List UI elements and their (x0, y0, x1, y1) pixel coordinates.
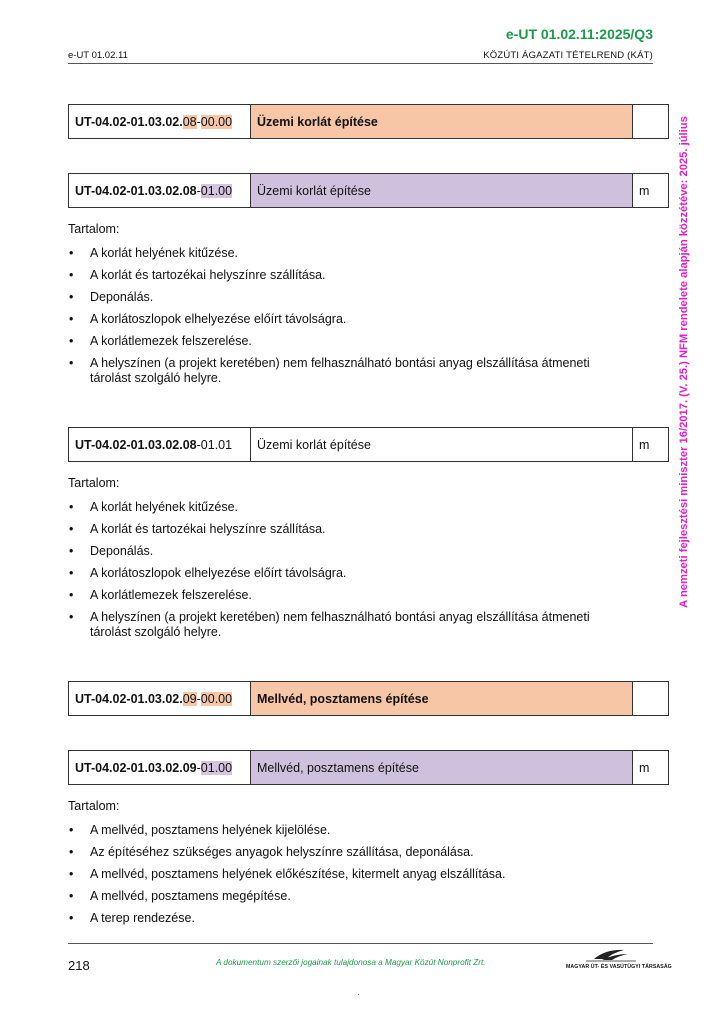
item-code (69, 174, 251, 208)
list-item-text: A korlát és tartozékai helyszínre szállítása. (90, 268, 326, 282)
logo-mark-icon (566, 948, 654, 962)
item-description: Mellvéd, posztamens építése (251, 751, 633, 785)
list-item (68, 845, 628, 860)
item-code-prefix: UT-04.02-01.03.02. (75, 691, 183, 706)
list-item-text: Az építéséhez szükséges anyagok helyszínre szállítása, deponálása. (90, 845, 474, 859)
list-item (68, 911, 628, 926)
document-code: e-UT 01.02.11:2025/Q3 (505, 26, 653, 42)
item-row-2 (68, 427, 669, 462)
item-unit: m (633, 751, 669, 785)
list-item (68, 566, 628, 581)
item-code (69, 751, 251, 785)
content-list-2 (68, 500, 628, 647)
item-code-highlight: 09 (182, 691, 197, 706)
list-item (68, 889, 628, 904)
footer-divider (68, 943, 653, 944)
item-code (69, 428, 251, 462)
list-item-text: A korlátoszlopok elhelyezése előírt távolságra. (90, 566, 347, 580)
company-logo (566, 948, 672, 970)
list-item (68, 610, 628, 640)
side-publication-note-text: A nemzeti fejlesztési miniszter 16/2017. (V. 25.) NFM rendelete alapján közzétéve: 2025. július (678, 116, 690, 608)
bullet-icon: • (69, 246, 74, 260)
list-item-text: A mellvéd, posztamens helyének előkészítése, kitermelt anyag elszállítása. (90, 867, 506, 881)
bullet-icon: • (69, 566, 74, 580)
item-row-1 (68, 173, 669, 208)
list-item (68, 334, 628, 349)
item-unit: m (633, 174, 669, 208)
list-item-text: A helyszínen (a projekt keretében) nem felhasználható bontási anyag elszállítása átmeneti tárolást szolgáló helyre. (90, 356, 590, 385)
list-item-text: Deponálás. (90, 544, 154, 558)
list-item (68, 312, 628, 327)
list-item-text: A korlátlemezek felszerelése. (90, 334, 252, 348)
header-divider (68, 63, 653, 64)
list-item-text: A korlát és tartozékai helyszínre szállítása. (90, 522, 326, 536)
item-unit (633, 105, 669, 139)
content-label: Tartalom: (68, 799, 120, 813)
bullet-icon: • (69, 356, 74, 370)
item-code-suffix: 01.00 (200, 760, 233, 775)
item-code (69, 105, 251, 139)
item-code-suffix: 00.00 (200, 691, 233, 706)
bullet-icon: • (69, 334, 74, 348)
list-item-text: A korlát helyének kitűzése. (90, 246, 238, 260)
list-item-text: A helyszínen (a projekt keretében) nem felhasználható bontási anyag elszállítása átmeneti tárolást szolgáló helyre. (90, 610, 590, 639)
item-code-prefix: UT-04.02-01.03.02.08 (75, 437, 197, 452)
item-unit (633, 682, 669, 716)
list-item (68, 290, 628, 305)
item-description: Üzemi korlát építése (251, 105, 633, 139)
item-code-highlight: 08 (182, 114, 197, 129)
content-label: Tartalom: (68, 222, 120, 236)
item-description: Mellvéd, posztamens építése (251, 682, 633, 716)
bullet-icon: • (69, 588, 74, 602)
item-row-3 (68, 681, 669, 716)
list-item (68, 268, 628, 283)
header-left-text: e-UT 01.02.11 (68, 50, 128, 61)
logo-text: MAGYAR ÚT- ÉS VASÚTÜGYI TÁRSASÁG (566, 964, 672, 970)
bullet-icon: • (69, 268, 74, 282)
item-code-suffix: 01.00 (200, 183, 233, 198)
item-description: Üzemi korlát építése (251, 428, 633, 462)
item-code-suffix: 00.00 (200, 114, 233, 129)
list-item-text: A mellvéd, posztamens megépítése. (90, 889, 291, 903)
list-item (68, 823, 628, 838)
item-code (69, 682, 251, 716)
copyright-notice: A dokumentum szerzői jogainak tulajdonosa a Magyar Közút Nonprofit Zrt. (216, 958, 486, 967)
item-row-4 (68, 750, 669, 785)
bullet-icon: • (69, 889, 74, 903)
bullet-icon: • (69, 544, 74, 558)
list-item (68, 522, 628, 537)
item-code-dash: - (196, 437, 201, 452)
content-list-3 (68, 823, 628, 933)
list-item-text: A korlátlemezek felszerelése. (90, 588, 252, 602)
content-label: Tartalom: (68, 476, 120, 490)
header-right-text: KÖZÚTI ÁGAZATI TÉTELREND (KÁT) (483, 50, 653, 61)
list-item (68, 588, 628, 603)
bullet-icon: • (69, 867, 74, 881)
bullet-icon: • (69, 610, 74, 624)
page-number: 218 (68, 958, 90, 973)
side-publication-note (672, 94, 696, 630)
stray-dot (358, 994, 359, 995)
bullet-icon: • (69, 290, 74, 304)
list-item-text: Deponálás. (90, 290, 154, 304)
item-code-dash: - (196, 691, 201, 706)
content-list-1 (68, 246, 628, 393)
item-code-prefix: UT-04.02-01.03.02.08 (75, 183, 197, 198)
bullet-icon: • (69, 845, 74, 859)
list-item (68, 246, 628, 261)
item-code-suffix: 01.01 (200, 437, 233, 452)
item-code-dash: - (196, 183, 201, 198)
list-item-text: A mellvéd, posztamens helyének kijelölése. (90, 823, 331, 837)
bullet-icon: • (69, 312, 74, 326)
item-code-prefix: UT-04.02-01.03.02.09 (75, 760, 197, 775)
list-item (68, 867, 628, 882)
item-row-0 (68, 104, 669, 139)
list-item-text: A korlát helyének kitűzése. (90, 500, 238, 514)
bullet-icon: • (69, 522, 74, 536)
bullet-icon: • (69, 500, 74, 514)
item-code-dash: - (196, 760, 201, 775)
list-item-text: A korlátoszlopok elhelyezése előírt távolságra. (90, 312, 347, 326)
list-item (68, 544, 628, 559)
list-item-text: A terep rendezése. (90, 911, 195, 925)
item-code-dash: - (196, 114, 201, 129)
list-item (68, 356, 628, 386)
item-description: Üzemi korlát építése (251, 174, 633, 208)
bullet-icon: • (69, 911, 74, 925)
item-unit: m (633, 428, 669, 462)
bullet-icon: • (69, 823, 74, 837)
list-item (68, 500, 628, 515)
item-code-prefix: UT-04.02-01.03.02. (75, 114, 183, 129)
